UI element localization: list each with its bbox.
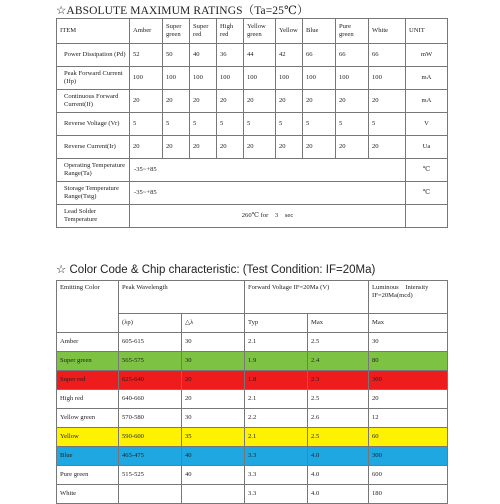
dl-cell — [182, 485, 245, 504]
value-cell: 20 — [190, 90, 217, 113]
typ-cell: 3.3 — [245, 447, 308, 466]
lum-cell: 180 — [369, 485, 448, 504]
table-row — [57, 371, 448, 390]
range-cell: -35~+85 — [130, 182, 406, 205]
header-cell: Pure green — [336, 19, 369, 44]
lum-cell: 12 — [369, 409, 448, 428]
typ-cell: 2.1 — [245, 390, 308, 409]
value-cell: 20 — [303, 90, 336, 113]
value-cell: 20 — [276, 136, 303, 159]
value-cell: 20 — [369, 136, 406, 159]
wavelength-cell: 515-525 — [119, 466, 182, 485]
item-cell: Operating Temperature Range(Ta) — [57, 159, 130, 182]
value-cell: 20 — [244, 136, 276, 159]
typ-cell: 2.1 — [245, 333, 308, 352]
value-cell: 5 — [369, 113, 406, 136]
table-row — [57, 67, 448, 90]
table-header-row — [57, 19, 448, 44]
absolute-ratings-table — [56, 18, 448, 228]
value-cell: 66 — [336, 44, 369, 67]
table-row — [57, 205, 448, 228]
value-cell: 66 — [303, 44, 336, 67]
table-row — [57, 352, 448, 371]
item-cell: Reverse Current(Ir) — [57, 136, 130, 159]
subheader-cell: Max — [369, 314, 448, 333]
wavelength-cell: 605-615 — [119, 333, 182, 352]
value-cell: 20 — [130, 136, 163, 159]
typ-cell: 3.3 — [245, 466, 308, 485]
value-cell: 100 — [190, 67, 217, 90]
item-cell: Power Dissipation (Pd) — [57, 44, 130, 67]
table-row — [57, 447, 448, 466]
table-row — [57, 113, 448, 136]
header-cell: White — [369, 19, 406, 44]
value-cell: 100 — [244, 67, 276, 90]
item-cell: Reverse Voltage (Vr) — [57, 113, 130, 136]
max-cell: 4.0 — [308, 485, 369, 504]
table-row — [57, 466, 448, 485]
table-row — [57, 428, 448, 447]
color-cell: Super green — [57, 352, 119, 371]
lum-cell: 30 — [369, 333, 448, 352]
value-cell: 5 — [276, 113, 303, 136]
max-cell: 2.4 — [308, 352, 369, 371]
max-cell: 4.0 — [308, 466, 369, 485]
value-cell: 20 — [336, 90, 369, 113]
header-cell: Super red — [190, 19, 217, 44]
item-cell: Peak Forward Current (Ifp) — [57, 67, 130, 90]
header-cell: Blue — [303, 19, 336, 44]
value-cell: 5 — [336, 113, 369, 136]
wavelength-cell — [119, 485, 182, 504]
header-cell: Super green — [163, 19, 190, 44]
header-cell: Yellow green — [244, 19, 276, 44]
lum-cell: 60 — [369, 428, 448, 447]
color-cell: Blue — [57, 447, 119, 466]
value-cell: 20 — [303, 136, 336, 159]
value-cell: 42 — [276, 44, 303, 67]
typ-cell: 2.1 — [245, 428, 308, 447]
value-cell: 44 — [244, 44, 276, 67]
unit-cell: ℃ — [406, 159, 448, 182]
value-cell: 5 — [303, 113, 336, 136]
header-cell: UNIT — [406, 19, 448, 44]
value-cell: 5 — [130, 113, 163, 136]
value-cell: 5 — [244, 113, 276, 136]
subheader-cell: △λ — [182, 314, 245, 333]
lum-cell: 20 — [369, 390, 448, 409]
value-cell: 100 — [163, 67, 190, 90]
value-cell: 100 — [130, 67, 163, 90]
item-cell: Lead Solder Temperature — [57, 205, 130, 228]
wavelength-cell: 640-660 — [119, 390, 182, 409]
value-cell: 100 — [336, 67, 369, 90]
table-header-row — [57, 281, 448, 314]
color-cell: Yellow — [57, 428, 119, 447]
table-row — [57, 390, 448, 409]
unit-cell: mW — [406, 44, 448, 67]
dl-cell: 35 — [182, 428, 245, 447]
value-cell: 40 — [190, 44, 217, 67]
lum-cell: 80 — [369, 352, 448, 371]
typ-cell: 3.3 — [245, 485, 308, 504]
table-row — [57, 159, 448, 182]
color-cell: Yellow green — [57, 409, 119, 428]
range-cell: 260℃ for 3 sec — [130, 205, 406, 228]
max-cell: 2.5 — [308, 333, 369, 352]
lum-cell: 300 — [369, 371, 448, 390]
wavelength-cell: 570-580 — [119, 409, 182, 428]
header-cell: Forward Voltage IF=20Ma (V) — [245, 281, 369, 314]
max-cell: 2.3 — [308, 371, 369, 390]
range-cell: -35~+85 — [130, 159, 406, 182]
value-cell: 20 — [217, 136, 244, 159]
value-cell: 5 — [163, 113, 190, 136]
table-row — [57, 485, 448, 504]
dl-cell: 20 — [182, 390, 245, 409]
max-cell: 2.5 — [308, 390, 369, 409]
value-cell: 52 — [130, 44, 163, 67]
table-row — [57, 182, 448, 205]
subheader-cell: Typ — [245, 314, 308, 333]
header-cell: Luminous Intensity IF=20Ma(mcd) — [369, 281, 448, 314]
lum-cell: 600 — [369, 466, 448, 485]
absolute-ratings-title: ☆ABSOLUTE MAXIMUM RATINGS（Ta=25℃） — [56, 5, 309, 17]
dl-cell: 30 — [182, 333, 245, 352]
header-cell: Emitting Color — [57, 281, 119, 333]
lum-cell: 300 — [369, 447, 448, 466]
value-cell: 20 — [130, 90, 163, 113]
item-cell: Storage Temperature Range(Tstg) — [57, 182, 130, 205]
color-cell: Pure green — [57, 466, 119, 485]
value-cell: 66 — [369, 44, 406, 67]
chip-characteristic-table — [56, 280, 448, 504]
typ-cell: 1.8 — [245, 371, 308, 390]
wavelength-cell: 590-600 — [119, 428, 182, 447]
dl-cell: 20 — [182, 371, 245, 390]
header-cell: ITEM — [57, 19, 130, 44]
typ-cell: 2.2 — [245, 409, 308, 428]
subheader-cell: Max — [308, 314, 369, 333]
value-cell: 20 — [244, 90, 276, 113]
table-row — [57, 44, 448, 67]
value-cell: 5 — [217, 113, 244, 136]
unit-cell: mA — [406, 90, 448, 113]
value-cell: 20 — [336, 136, 369, 159]
value-cell: 100 — [217, 67, 244, 90]
value-cell: 100 — [369, 67, 406, 90]
color-cell: Super red — [57, 371, 119, 390]
header-cell: High red — [217, 19, 244, 44]
max-cell: 4.0 — [308, 447, 369, 466]
typ-cell: 1.9 — [245, 352, 308, 371]
wavelength-cell: 565-575 — [119, 352, 182, 371]
value-cell: 20 — [276, 90, 303, 113]
unit-cell — [406, 205, 448, 228]
value-cell: 20 — [190, 136, 217, 159]
table-row — [57, 409, 448, 428]
color-cell: High red — [57, 390, 119, 409]
unit-cell: ℃ — [406, 182, 448, 205]
table-row — [57, 90, 448, 113]
value-cell: 5 — [190, 113, 217, 136]
value-cell: 20 — [163, 136, 190, 159]
dl-cell: 30 — [182, 409, 245, 428]
value-cell: 50 — [163, 44, 190, 67]
header-cell: Yellow — [276, 19, 303, 44]
header-cell: Amber — [130, 19, 163, 44]
dl-cell: 40 — [182, 466, 245, 485]
unit-cell: mA — [406, 67, 448, 90]
dl-cell: 40 — [182, 447, 245, 466]
value-cell: 20 — [163, 90, 190, 113]
color-cell: White — [57, 485, 119, 504]
max-cell: 2.6 — [308, 409, 369, 428]
max-cell: 2.5 — [308, 428, 369, 447]
value-cell: 20 — [369, 90, 406, 113]
value-cell: 100 — [276, 67, 303, 90]
item-cell: Continuous Forward Current(If) — [57, 90, 130, 113]
table-row — [57, 136, 448, 159]
chip-characteristic-title: ☆ Color Code & Chip characteristic: (Test Condition: IF=20Ma) — [56, 264, 376, 276]
unit-cell: Ua — [406, 136, 448, 159]
subheader-cell: (λp) — [119, 314, 182, 333]
value-cell: 36 — [217, 44, 244, 67]
table-row — [57, 333, 448, 352]
wavelength-cell: 465-475 — [119, 447, 182, 466]
dl-cell: 30 — [182, 352, 245, 371]
unit-cell: V — [406, 113, 448, 136]
wavelength-cell: 625-640 — [119, 371, 182, 390]
value-cell: 100 — [303, 67, 336, 90]
color-cell: Amber — [57, 333, 119, 352]
value-cell: 20 — [217, 90, 244, 113]
header-cell: Peak Wavelength — [119, 281, 245, 314]
